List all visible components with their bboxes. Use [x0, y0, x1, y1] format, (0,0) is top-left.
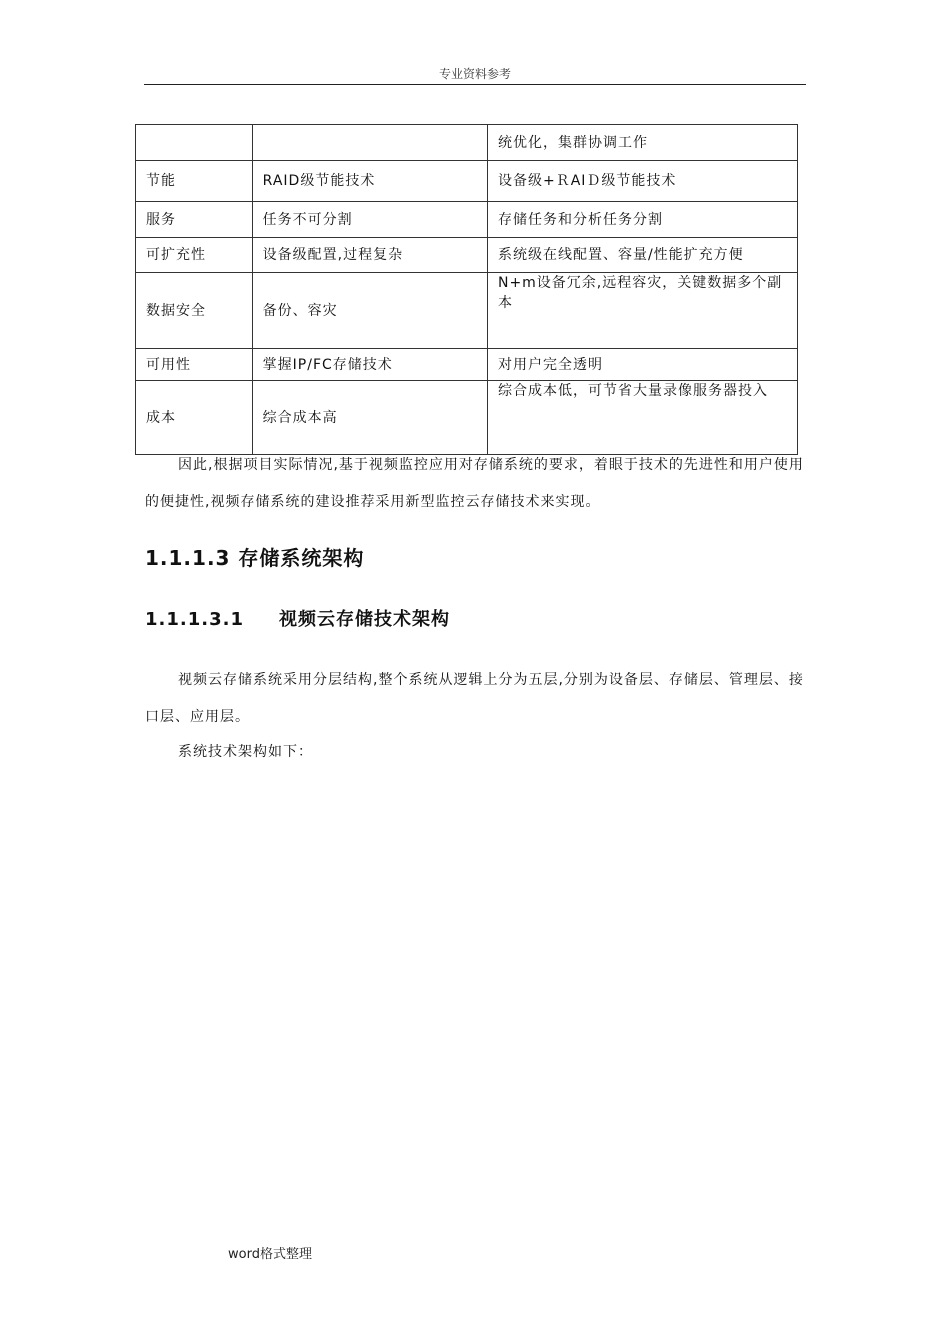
page-footer — [228, 1246, 312, 1264]
table-cell: 系统级在线配置、容量/性能扩充方便 — [487, 238, 797, 273]
subsection-number: 1.1.1.3.1 — [145, 609, 244, 630]
paragraph-architecture-intro: 系统技术架构如下： — [178, 744, 313, 760]
section-heading: 1.1.1.3 存储系统架构 — [145, 546, 365, 570]
table-cell: RAID级节能技术 — [252, 161, 487, 202]
subsection-heading — [145, 606, 450, 634]
table-row — [136, 349, 798, 381]
table-cell: 统优化，集群协调工作 — [487, 125, 797, 161]
table-cell: 设备级+ＲAIＤ级节能技术 — [487, 161, 797, 202]
comparison-table — [135, 124, 798, 455]
table-row — [136, 381, 798, 455]
table-cell: 成本 — [136, 381, 253, 455]
table-cell: 综合成本高 — [252, 381, 487, 455]
table-row — [136, 273, 798, 349]
table-cell: 服务 — [136, 202, 253, 238]
table-row — [136, 238, 798, 273]
paragraph-architecture: 视频云存储系统采用分层结构,整个系统从逻辑上分为五层,分别为设备层、存储层、管理层、接口层、应用层。 — [145, 672, 804, 725]
table-row — [136, 202, 798, 238]
table-cell: 可用性 — [136, 349, 253, 381]
table-cell: 存储任务和分析任务分割 — [487, 202, 797, 238]
table-cell: 任务不可分割 — [252, 202, 487, 238]
table-cell — [136, 125, 253, 161]
table-cell: 节能 — [136, 161, 253, 202]
table-row — [136, 125, 798, 161]
table-row — [136, 161, 798, 202]
table-cell: 综合成本低，可节省大量录像服务器投入 — [487, 381, 797, 455]
table-cell: 设备级配置,过程复杂 — [252, 238, 487, 273]
page-header — [144, 66, 806, 85]
table-cell: N+m设备冗余,远程容灾，关键数据多个副本 — [487, 273, 797, 349]
table-cell: 备份、容灾 — [252, 273, 487, 349]
table-cell — [252, 125, 487, 161]
header-title: 专业资料参考 — [438, 67, 511, 81]
paragraph-conclusion: 因此,根据项目实际情况,基于视频监控应用对存储系统的要求，着眼于技术的先进性和用户使用的便捷性,视频存储系统的建设推荐采用新型监控云存储技术来实现。 — [145, 457, 804, 510]
subsection-title: 视频云存储技术架构 — [279, 609, 450, 630]
table-cell: 数据安全 — [136, 273, 253, 349]
table-cell: 可扩充性 — [136, 238, 253, 273]
table-cell: 对用户完全透明 — [487, 349, 797, 381]
table-cell: 掌握IP/FC存储技术 — [252, 349, 487, 381]
footer-text: word格式整理 — [228, 1247, 312, 1262]
